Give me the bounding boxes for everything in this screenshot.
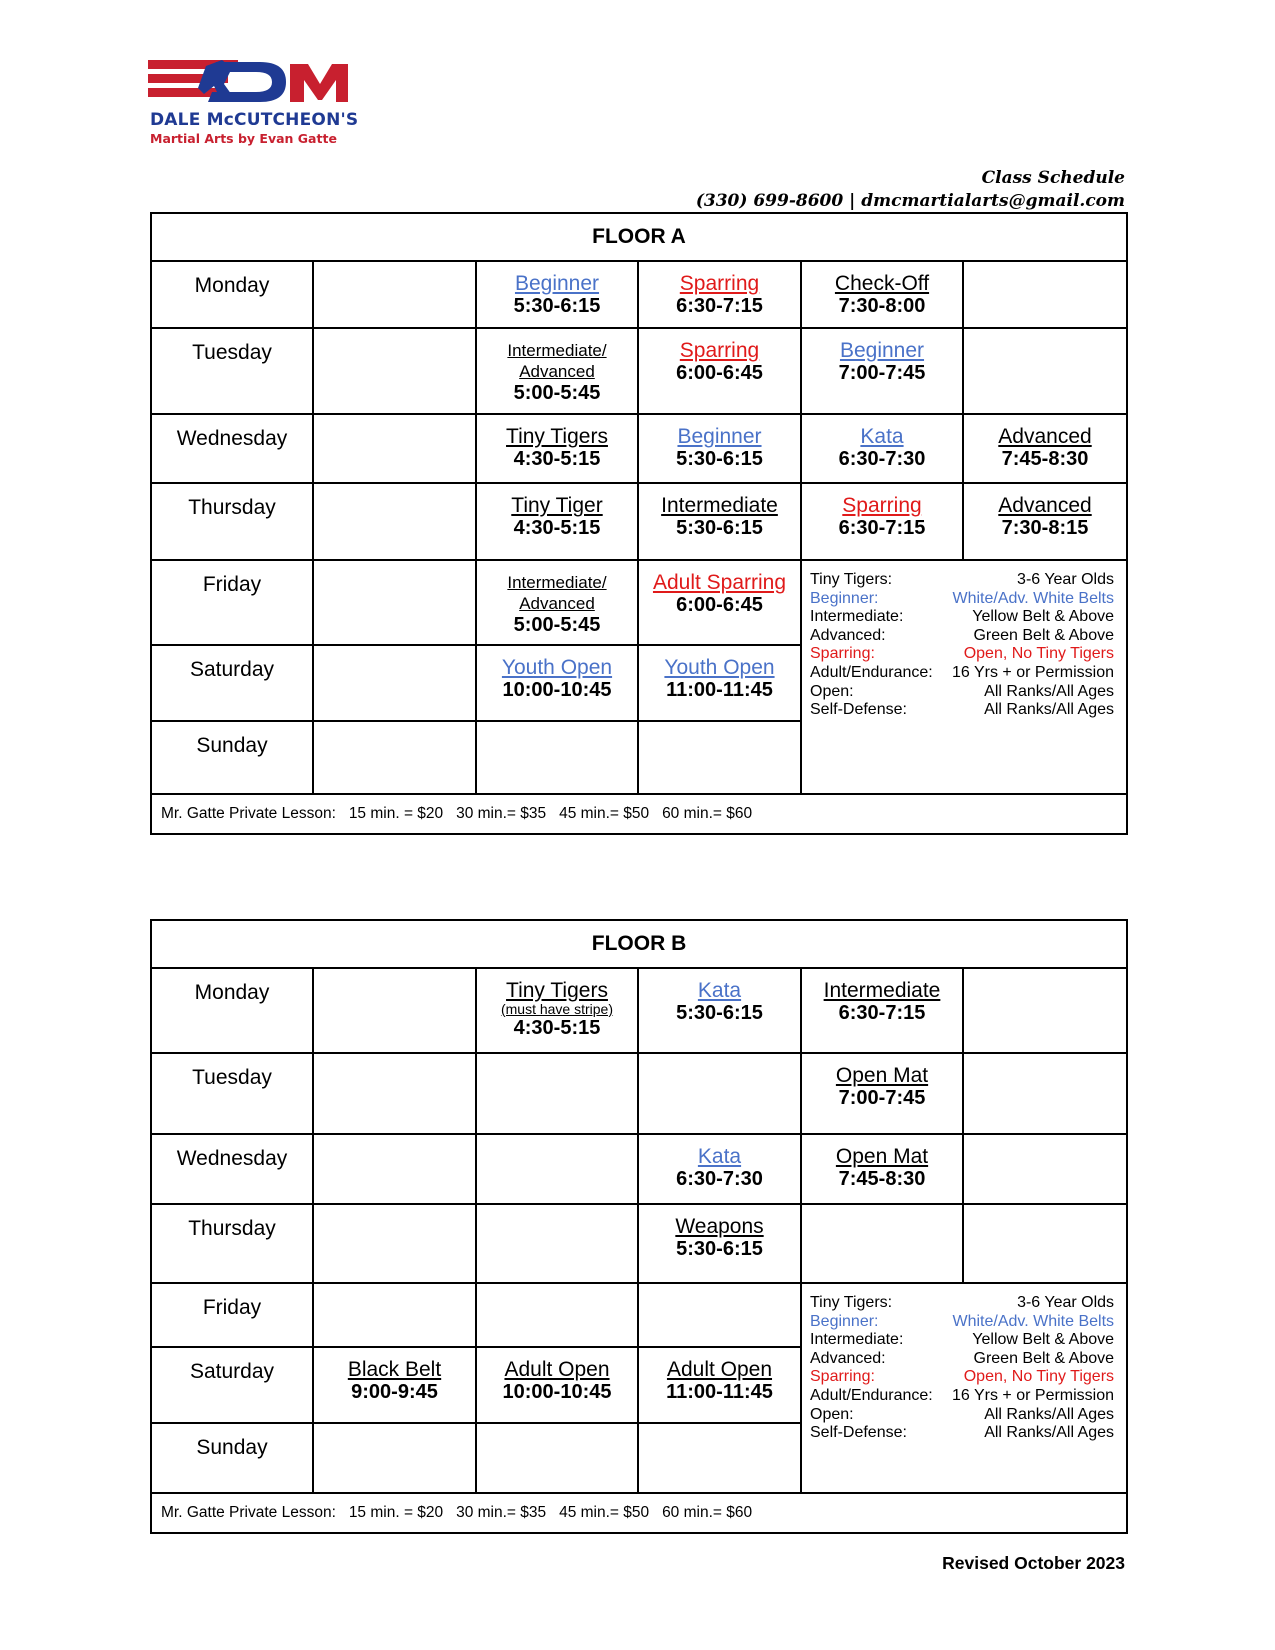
legend-description: Green Belt & Above bbox=[973, 626, 1114, 644]
empty-cell bbox=[476, 1204, 638, 1283]
class-cell bbox=[313, 1347, 476, 1423]
private-lesson-prices bbox=[151, 794, 1127, 834]
class-name[interactable]: Tiny Tigers bbox=[506, 979, 608, 1002]
class-cell bbox=[476, 645, 638, 721]
legend-label: Sparring: bbox=[810, 645, 875, 663]
lesson-price: 45 min.= $50 bbox=[559, 1504, 650, 1521]
class-time: 6:30-7:15 bbox=[676, 295, 763, 317]
empty-cell bbox=[476, 1134, 638, 1204]
class-name[interactable]: Intermediate/ bbox=[507, 341, 607, 360]
day-label: Tuesday bbox=[151, 1053, 313, 1134]
class-cell bbox=[638, 968, 801, 1053]
legend-label: Advanced: bbox=[810, 1349, 886, 1367]
legend-row bbox=[810, 608, 1114, 627]
empty-cell bbox=[638, 1283, 801, 1347]
class-cell bbox=[638, 328, 801, 414]
class-name[interactable]: Sparring bbox=[679, 339, 760, 362]
legend-description: All Ranks/All Ages bbox=[984, 1405, 1115, 1423]
class-name[interactable]: Youth Open bbox=[501, 656, 613, 679]
day-label: Wednesday bbox=[151, 414, 313, 483]
lesson-price: 15 min. = $20 bbox=[348, 805, 444, 822]
class-legend bbox=[801, 560, 1127, 794]
class-name[interactable]: Advanced bbox=[998, 494, 1092, 517]
legend-description: Open, No Tiny Tigers bbox=[963, 645, 1114, 663]
class-name[interactable]: Advanced bbox=[998, 425, 1092, 448]
class-name[interactable]: Kata bbox=[860, 425, 904, 448]
legend-label: Adult/Endurance: bbox=[810, 663, 933, 681]
empty-cell bbox=[963, 261, 1127, 328]
legend-row bbox=[810, 1350, 1114, 1369]
legend-row bbox=[810, 627, 1114, 646]
class-cell bbox=[638, 1204, 801, 1283]
legend-label: Intermediate: bbox=[810, 1331, 904, 1349]
lesson-label: Mr. Gatte Private Lesson: bbox=[161, 805, 336, 822]
day-label: Friday bbox=[151, 560, 313, 645]
class-cell bbox=[963, 483, 1127, 560]
legend-description: Yellow Belt & Above bbox=[972, 608, 1114, 626]
legend-row bbox=[810, 1331, 1114, 1350]
class-legend bbox=[801, 1283, 1127, 1493]
empty-cell bbox=[313, 1134, 476, 1204]
empty-cell bbox=[963, 968, 1127, 1053]
class-name[interactable]: Youth Open bbox=[664, 656, 775, 679]
legend-description: 3-6 Year Olds bbox=[1017, 1294, 1115, 1311]
day-label: Saturday bbox=[151, 645, 313, 721]
class-name[interactable]: Check-Off bbox=[834, 272, 930, 295]
day-label: Wednesday bbox=[151, 1134, 313, 1204]
company-logo bbox=[148, 58, 368, 150]
legend-row bbox=[810, 664, 1114, 683]
class-name[interactable]: Intermediate bbox=[661, 494, 778, 517]
class-name[interactable]: Black Belt bbox=[347, 1358, 442, 1381]
lesson-price: 15 min. = $20 bbox=[348, 1504, 444, 1521]
class-time: 5:30-6:15 bbox=[676, 517, 763, 539]
legend-row bbox=[810, 590, 1114, 609]
empty-cell bbox=[963, 1134, 1127, 1204]
class-name[interactable]: Beginner bbox=[839, 339, 925, 362]
legend-label: Sparring: bbox=[810, 1368, 875, 1386]
private-lesson-prices bbox=[151, 1493, 1127, 1533]
legend-description: White/Adv. White Belts bbox=[952, 589, 1114, 607]
class-cell bbox=[801, 968, 963, 1053]
class-cell bbox=[801, 483, 963, 560]
class-time: 4:30-5:15 bbox=[513, 517, 601, 539]
class-name[interactable]: Kata bbox=[697, 1145, 742, 1168]
class-time: 5:00-5:45 bbox=[513, 614, 601, 636]
class-name[interactable]: Advanced bbox=[519, 594, 595, 613]
empty-cell bbox=[963, 1053, 1127, 1134]
class-time: 5:30-6:15 bbox=[513, 295, 601, 317]
empty-cell bbox=[963, 328, 1127, 414]
lesson-price: 45 min.= $50 bbox=[559, 805, 650, 822]
legend-row bbox=[810, 1406, 1114, 1425]
class-time: 11:00-11:45 bbox=[666, 679, 773, 701]
empty-cell bbox=[313, 414, 476, 483]
day-label: Monday bbox=[151, 261, 313, 328]
lesson-price: 60 min.= $60 bbox=[662, 1504, 753, 1521]
legend-description: 3-6 Year Olds bbox=[1017, 571, 1114, 588]
empty-cell bbox=[476, 721, 638, 794]
class-time: 7:45-8:30 bbox=[838, 1168, 926, 1190]
empty-cell bbox=[313, 560, 476, 645]
class-cell bbox=[801, 328, 963, 414]
legend-row bbox=[810, 1294, 1114, 1313]
legend-row bbox=[810, 1368, 1114, 1387]
class-cell bbox=[638, 560, 801, 645]
class-name[interactable]: Tiny Tiger bbox=[511, 494, 603, 517]
lesson-price: 30 min.= $35 bbox=[456, 1504, 547, 1521]
day-label: Monday bbox=[151, 968, 313, 1053]
class-cell bbox=[638, 1134, 801, 1204]
empty-cell bbox=[313, 1204, 476, 1283]
legend-label: Self-Defense: bbox=[810, 701, 907, 719]
schedule-title: Class Schedule bbox=[981, 168, 1125, 188]
schedule-header bbox=[696, 167, 1125, 213]
class-name[interactable]: Open Mat bbox=[835, 1064, 929, 1087]
class-cell bbox=[476, 261, 638, 328]
legend-label: Beginner: bbox=[810, 1312, 879, 1330]
class-time: 7:30-8:15 bbox=[1001, 517, 1089, 539]
empty-cell bbox=[638, 1423, 801, 1493]
empty-cell bbox=[638, 721, 801, 794]
class-time: 7:30-8:00 bbox=[838, 295, 926, 317]
floor-title: FLOOR B bbox=[151, 920, 1127, 968]
class-name[interactable]: Sparring bbox=[679, 272, 760, 295]
class-time: 6:00-6:45 bbox=[676, 362, 763, 384]
empty-cell bbox=[313, 721, 476, 794]
legend-label: Tiny Tigers: bbox=[810, 1294, 893, 1311]
class-name[interactable]: Sparring bbox=[842, 494, 922, 517]
class-cell bbox=[963, 414, 1127, 483]
legend-label: Self-Defense: bbox=[810, 1424, 907, 1442]
floor-title: FLOOR A bbox=[151, 213, 1127, 261]
legend-label: Intermediate: bbox=[810, 608, 904, 626]
brand-subtitle: Martial Arts by Evan Gatte bbox=[150, 131, 337, 146]
legend-description: 16 Yrs + or Permission bbox=[952, 1386, 1115, 1404]
empty-cell bbox=[313, 1053, 476, 1134]
class-name[interactable]: Advanced bbox=[519, 362, 595, 381]
legend-row bbox=[810, 701, 1114, 720]
lesson-label: Mr. Gatte Private Lesson: bbox=[161, 1504, 336, 1521]
legend-list bbox=[810, 571, 1114, 720]
empty-cell bbox=[638, 1053, 801, 1134]
empty-cell bbox=[313, 328, 476, 414]
legend-description: Yellow Belt & Above bbox=[972, 1331, 1115, 1349]
class-cell bbox=[476, 1347, 638, 1423]
day-label: Sunday bbox=[151, 721, 313, 794]
legend-label: Open: bbox=[810, 1405, 854, 1423]
day-label: Saturday bbox=[151, 1347, 313, 1423]
class-name[interactable]: Adult Sparring bbox=[652, 571, 787, 594]
legend-label: Advanced: bbox=[810, 626, 886, 644]
class-cell bbox=[476, 560, 638, 645]
class-time: 7:45-8:30 bbox=[1001, 448, 1089, 470]
day-label: Thursday bbox=[151, 1204, 313, 1283]
class-time: 5:00-5:45 bbox=[513, 382, 601, 404]
class-name[interactable]: Beginner bbox=[677, 425, 762, 448]
legend-description: Green Belt & Above bbox=[973, 1349, 1115, 1367]
legend-description: All Ranks/All Ages bbox=[984, 701, 1114, 719]
empty-cell bbox=[801, 1204, 963, 1283]
class-time: 10:00-10:45 bbox=[502, 1381, 612, 1403]
empty-cell bbox=[313, 968, 476, 1053]
legend-row bbox=[810, 571, 1114, 590]
revised-date: Revised October 2023 bbox=[942, 1553, 1125, 1573]
empty-cell bbox=[313, 261, 476, 328]
class-time: 9:00-9:45 bbox=[351, 1381, 438, 1403]
empty-cell bbox=[313, 1423, 476, 1493]
class-note: (must have stripe) bbox=[500, 1001, 614, 1017]
class-time: 4:30-5:15 bbox=[513, 1017, 601, 1039]
legend-list bbox=[810, 1294, 1114, 1443]
class-name[interactable]: Tiny Tigers bbox=[506, 425, 608, 448]
dm-logo-mark bbox=[148, 58, 348, 110]
class-cell bbox=[801, 1134, 963, 1204]
legend-label: Open: bbox=[810, 682, 854, 700]
class-cell bbox=[638, 483, 801, 560]
class-time: 7:00-7:45 bbox=[838, 1087, 926, 1109]
legend-description: White/Adv. White Belts bbox=[952, 1312, 1115, 1330]
floor-a-table bbox=[150, 212, 1128, 835]
legend-row bbox=[810, 683, 1114, 702]
class-time: 10:00-10:45 bbox=[502, 679, 612, 701]
class-cell bbox=[476, 414, 638, 483]
empty-cell bbox=[476, 1053, 638, 1134]
lesson-price: 60 min.= $60 bbox=[662, 805, 753, 822]
contact-info: (330) 699-8600 | dmcmartialarts@gmail.com bbox=[695, 191, 1125, 211]
class-time: 6:00-6:45 bbox=[676, 594, 763, 616]
class-name[interactable]: Beginner bbox=[514, 272, 600, 295]
class-name[interactable]: Weapons bbox=[675, 1215, 764, 1238]
class-cell bbox=[638, 645, 801, 721]
class-time: 6:30-7:15 bbox=[838, 1002, 926, 1024]
day-label: Friday bbox=[151, 1283, 313, 1347]
legend-description: 16 Yrs + or Permission bbox=[952, 663, 1114, 681]
empty-cell bbox=[963, 1204, 1127, 1283]
class-name[interactable]: Adult Open bbox=[666, 1358, 773, 1381]
class-time: 6:30-7:15 bbox=[838, 517, 926, 539]
class-cell bbox=[476, 328, 638, 414]
class-name[interactable]: Open Mat bbox=[835, 1145, 929, 1168]
class-cell bbox=[638, 261, 801, 328]
class-time: 6:30-7:30 bbox=[838, 448, 926, 470]
class-time: 5:30-6:15 bbox=[676, 1002, 763, 1024]
legend-label: Beginner: bbox=[810, 589, 879, 607]
class-name[interactable]: Kata bbox=[697, 979, 742, 1002]
class-cell bbox=[476, 483, 638, 560]
class-cell bbox=[476, 968, 638, 1053]
class-name[interactable]: Adult Open bbox=[504, 1358, 610, 1381]
legend-row bbox=[810, 1387, 1114, 1406]
empty-cell bbox=[476, 1283, 638, 1347]
class-name[interactable]: Intermediate/ bbox=[507, 573, 607, 592]
legend-description: Open, No Tiny Tigers bbox=[963, 1368, 1115, 1386]
class-cell bbox=[638, 1347, 801, 1423]
empty-cell bbox=[313, 483, 476, 560]
class-cell bbox=[801, 261, 963, 328]
day-label: Tuesday bbox=[151, 328, 313, 414]
class-time: 7:00-7:45 bbox=[838, 362, 926, 384]
legend-label: Tiny Tigers: bbox=[810, 571, 893, 588]
empty-cell bbox=[313, 645, 476, 721]
legend-row bbox=[810, 645, 1114, 664]
lesson-price: 30 min.= $35 bbox=[456, 805, 547, 822]
class-cell bbox=[638, 414, 801, 483]
legend-row bbox=[810, 1313, 1114, 1332]
class-name[interactable]: Intermediate bbox=[823, 979, 941, 1002]
legend-description: All Ranks/All Ages bbox=[984, 682, 1114, 700]
legend-row bbox=[810, 1424, 1114, 1443]
legend-description: All Ranks/All Ages bbox=[984, 1424, 1115, 1442]
class-time: 5:30-6:15 bbox=[676, 1238, 763, 1260]
class-cell bbox=[801, 1053, 963, 1134]
day-label: Thursday bbox=[151, 483, 313, 560]
legend-label: Adult/Endurance: bbox=[810, 1386, 933, 1404]
class-time: 11:00-11:45 bbox=[666, 1381, 773, 1403]
class-cell bbox=[801, 414, 963, 483]
class-time: 4:30-5:15 bbox=[513, 448, 601, 470]
class-time: 5:30-6:15 bbox=[676, 448, 763, 470]
day-label: Sunday bbox=[151, 1423, 313, 1493]
brand-name: DALE McCUTCHEON'S bbox=[150, 110, 359, 130]
empty-cell bbox=[313, 1283, 476, 1347]
class-time: 6:30-7:30 bbox=[676, 1168, 763, 1190]
empty-cell bbox=[476, 1423, 638, 1493]
floor-b-table bbox=[150, 919, 1128, 1534]
